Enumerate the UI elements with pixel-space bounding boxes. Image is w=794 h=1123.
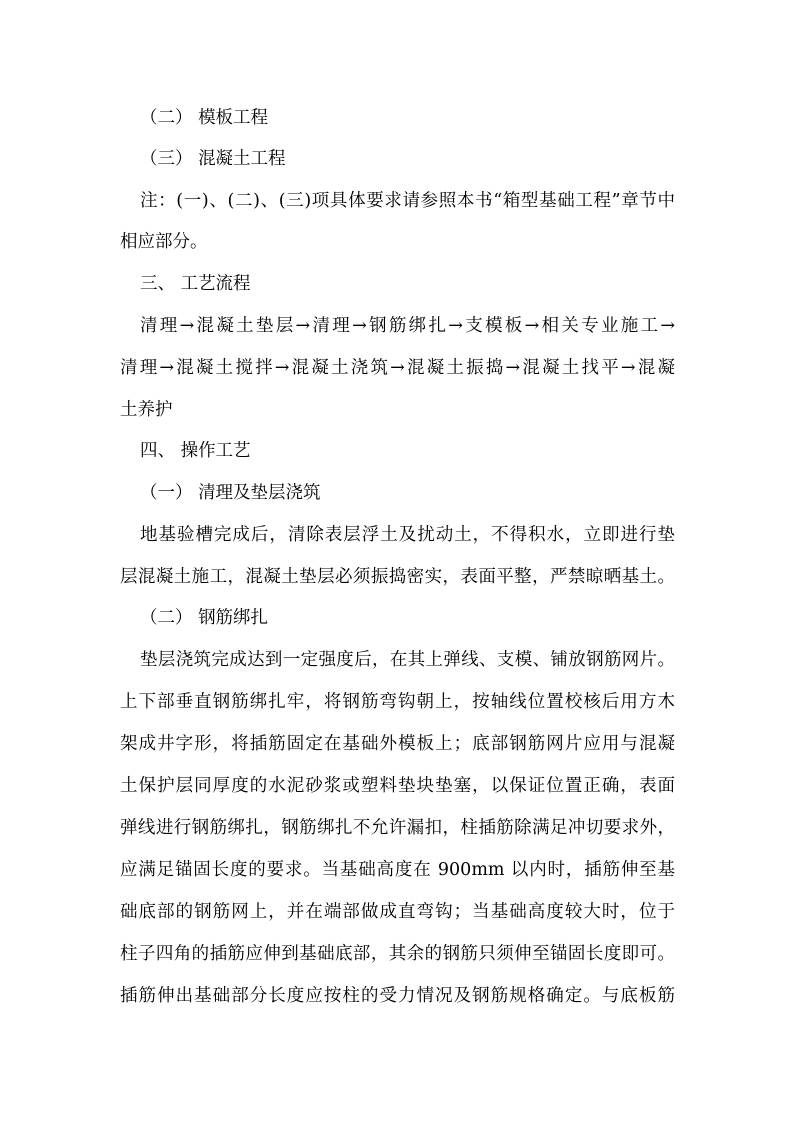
paragraph-2-line-7: 础底部的钢筋网上，并在端部做成直弯钩；当基础高度较大时，位于	[120, 902, 675, 922]
paragraph-2-line-2: 上下部垂直钢筋绑扎牢，将钢筋弯钩朝上，按轴线位置校核后用方木	[120, 692, 675, 712]
subheading-formwork: （二） 模板工程	[140, 108, 269, 128]
note-line-1: 注：(一)、(二)、(三)项具体要求请参照本书“箱型基础工程”章节中	[140, 191, 675, 211]
paragraph-2-line-3: 架成井字形，将插筋固定在基础外模板上；底部钢筋网片应用与混凝	[120, 734, 675, 754]
paragraph-2-line-8: 柱子四角的插筋应伸到基础底部，其余的钢筋只须伸至锚固长度即可。	[120, 944, 675, 964]
flow-line-3: 土养护	[120, 400, 173, 420]
subheading-rebar: （二） 钢筋绑扎	[140, 608, 269, 628]
heading-process-flow: 三、 工艺流程	[140, 274, 251, 294]
flow-line-1: 清理→混凝土垫层→清理→钢筋绑扎→支模板→相关专业施工→	[140, 316, 675, 336]
paragraph-2-line-5: 弹线进行钢筋绑扎，钢筋绑扎不允许漏扣，柱插筋除满足冲切要求外，	[120, 818, 675, 838]
heading-operation: 四、 操作工艺	[140, 441, 251, 461]
note-line-2: 相应部分。	[120, 232, 208, 252]
paragraph-2-line-4: 土保护层同厚度的水泥砂浆或塑料垫块垫塞，以保证位置正确，表面	[120, 776, 675, 796]
flow-line-2: 清理→混凝土搅拌→混凝土浇筑→混凝土振捣→混凝土找平→混凝	[120, 358, 675, 378]
paragraph-2-line-6: 应满足锚固长度的要求。当基础高度在 900mm 以内时，插筋伸至基	[120, 860, 675, 880]
paragraph-1-line-2: 层混凝土施工，混凝土垫层必须振捣密实，表面平整，严禁晾晒基土。	[120, 567, 675, 587]
subheading-concrete: （三） 混凝土工程	[140, 149, 286, 169]
paragraph-1-line-1: 地基验槽完成后，清除表层浮土及扰动土，不得积水，立即进行垫	[140, 525, 675, 545]
paragraph-2-line-9: 插筋伸出基础部分长度应按柱的受力情况及钢筋规格确定。与底板筋	[120, 986, 675, 1006]
subheading-cleaning: （一） 清理及垫层浇筑	[140, 483, 321, 503]
paragraph-2-line-1: 垫层浇筑完成达到一定强度后，在其上弹线、支模、铺放钢筋网片。	[140, 650, 675, 670]
